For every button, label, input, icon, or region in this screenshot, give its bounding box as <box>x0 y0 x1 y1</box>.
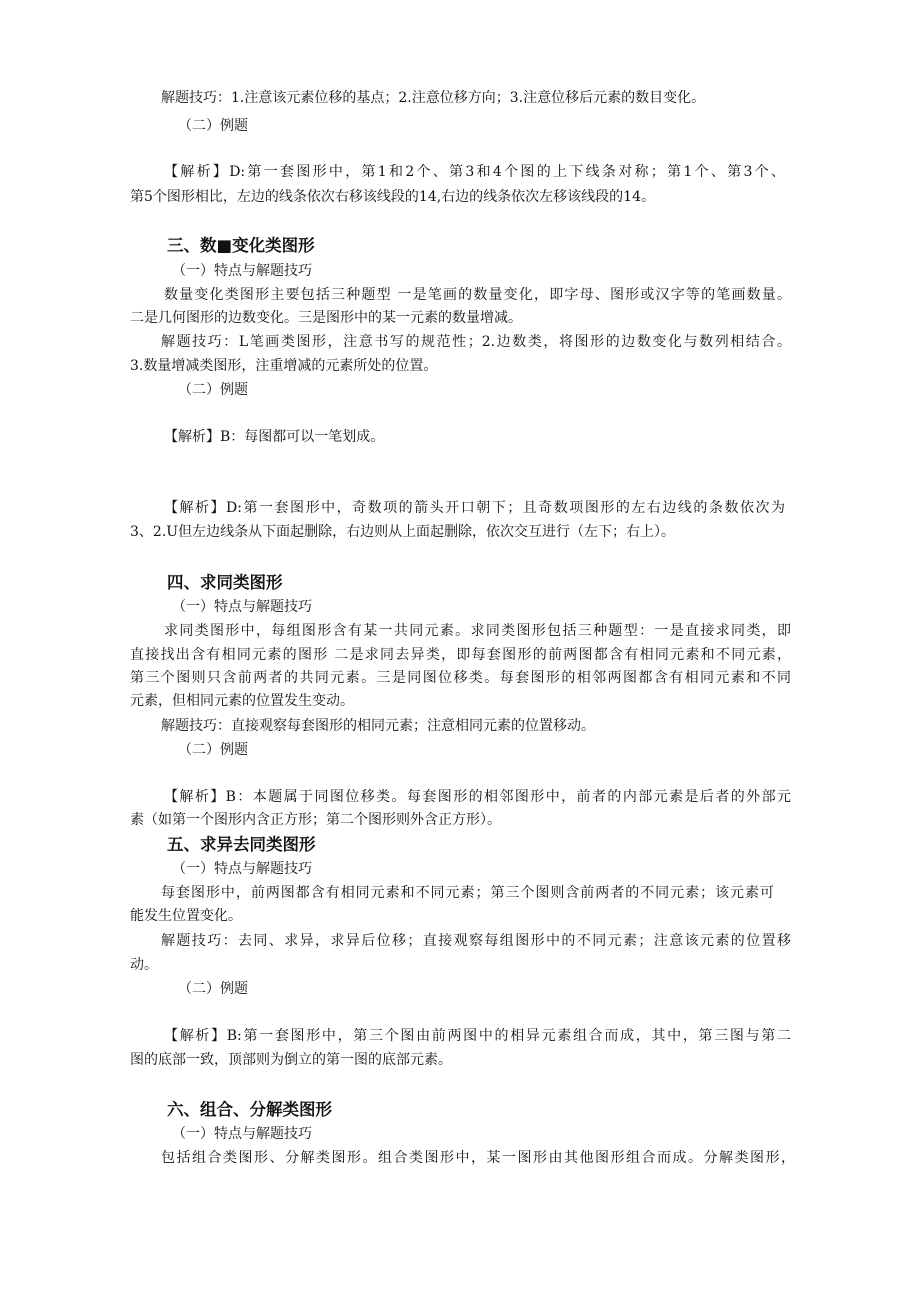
section-heading-3: 三、数■变化类图形 <box>167 236 315 255</box>
analysis-line: 【解析】B:第一套图形中，第三个图由前两图中的相异元素组合而成，其中，第三图与第二 <box>164 1028 791 1044</box>
subheading: （一）特点与解题技巧 <box>172 861 312 877</box>
subheading: （一）特点与解题技巧 <box>172 1126 312 1142</box>
analysis-line: 素（如第一个图形内含正方形；第二个图形则外含正方形）。 <box>130 812 501 828</box>
analysis-line: 第5个图形相比，左边的线条依次右移该线段的14,右边的线条依次左移该线段的14。 <box>130 189 655 205</box>
analysis-line: 【解析】B：每图都可以一笔划成。 <box>164 429 385 445</box>
tip-line: 解题技巧：L笔画类图形，注意书写的规范性；2.边数类，将图形的边数变化与数列相结合。 <box>161 334 791 350</box>
analysis-line: 【解析】D:第一套图形中，奇数项的箭头开口朝下；且奇数项图形的左右边线的条数依次为 <box>164 500 785 516</box>
analysis-line: 【解析】B：本题属于同图位移类。每套图形的相邻图形中，前者的内部元素是后者的外部元 <box>164 789 791 805</box>
tip-line: 动。 <box>130 957 158 973</box>
analysis-line: 【解析】D:第一套图形中，第1和2个、第3和4个图的上下线条对称；第1个、第3个、 <box>164 164 785 180</box>
example-subheading: （二）例题 <box>178 382 248 398</box>
paragraph-line: 直接找出含有相同元素的图形 二是求同去异类，即每套图形的前两图都含有相同元素和不同元素， <box>130 647 791 663</box>
tip-line: 解题技巧：1.注意该元素位移的基点；2.注意位移方向；3.注意位移后元素的数目变化。 <box>161 90 706 106</box>
example-subheading: （二）例题 <box>178 742 248 758</box>
section-heading-4: 四、求同类图形 <box>167 573 283 592</box>
example-subheading: （二）例题 <box>178 118 248 134</box>
subheading: （一）特点与解题技巧 <box>172 263 312 279</box>
paragraph-line: 求同类图形中，每组图形含有某一共同元素。求同类图形包括三种题型：一是直接求同类，即 <box>164 623 791 639</box>
subheading: （一）特点与解题技巧 <box>172 599 312 615</box>
paragraph-line: 元素，但相同元素的位置发生变动。 <box>130 693 354 709</box>
tip-line: 解题技巧：去同、求异，求异后位移；直接观察每组图形中的不同元素；注意该元素的位置移 <box>161 933 791 949</box>
paragraph-line: 第三个图则只含前两者的共同元素。三是同图位移类。每套图形的相邻两图都含有相同元素和不同 <box>130 670 791 686</box>
section-heading-6: 六、组合、分解类图形 <box>167 1100 332 1119</box>
tip-line: 3.数量增减类图形，注重增减的元素所处的位置。 <box>130 358 438 374</box>
analysis-line: 3、2.U但左边线条从下面起删除，右边则从上面起删除，依次交互进行（左下；右上）。 <box>130 524 676 540</box>
example-subheading: （二）例题 <box>178 981 248 997</box>
section-heading-5: 五、求异去同类图形 <box>167 835 316 854</box>
paragraph-line: 数量变化类图形主要包括三种题型 一是笔画的数量变化，即字母、图形或汉字等的笔画数量。 <box>164 287 791 303</box>
paragraph-line: 包括组合类图形、分解类图形。组合类图形中，某一图形由其他图形组合而成。分解类图形， <box>161 1150 795 1166</box>
paragraph-line: 二是几何图形的边数变化。三是图形中的某一元素的数量增减。 <box>130 310 522 326</box>
paragraph-line: 能发生位置变化。 <box>130 908 242 924</box>
analysis-line: 图的底部一致，顶部则为倒立的第一图的底部元素。 <box>130 1052 452 1068</box>
tip-line: 解题技巧：直接观察每套图形的相同元素；注意相同元素的位置移动。 <box>161 718 595 734</box>
paragraph-line: 每套图形中，前两图都含有相同元素和不同元素；第三个图则含前两者的不同元素；该元素可 <box>161 885 774 901</box>
